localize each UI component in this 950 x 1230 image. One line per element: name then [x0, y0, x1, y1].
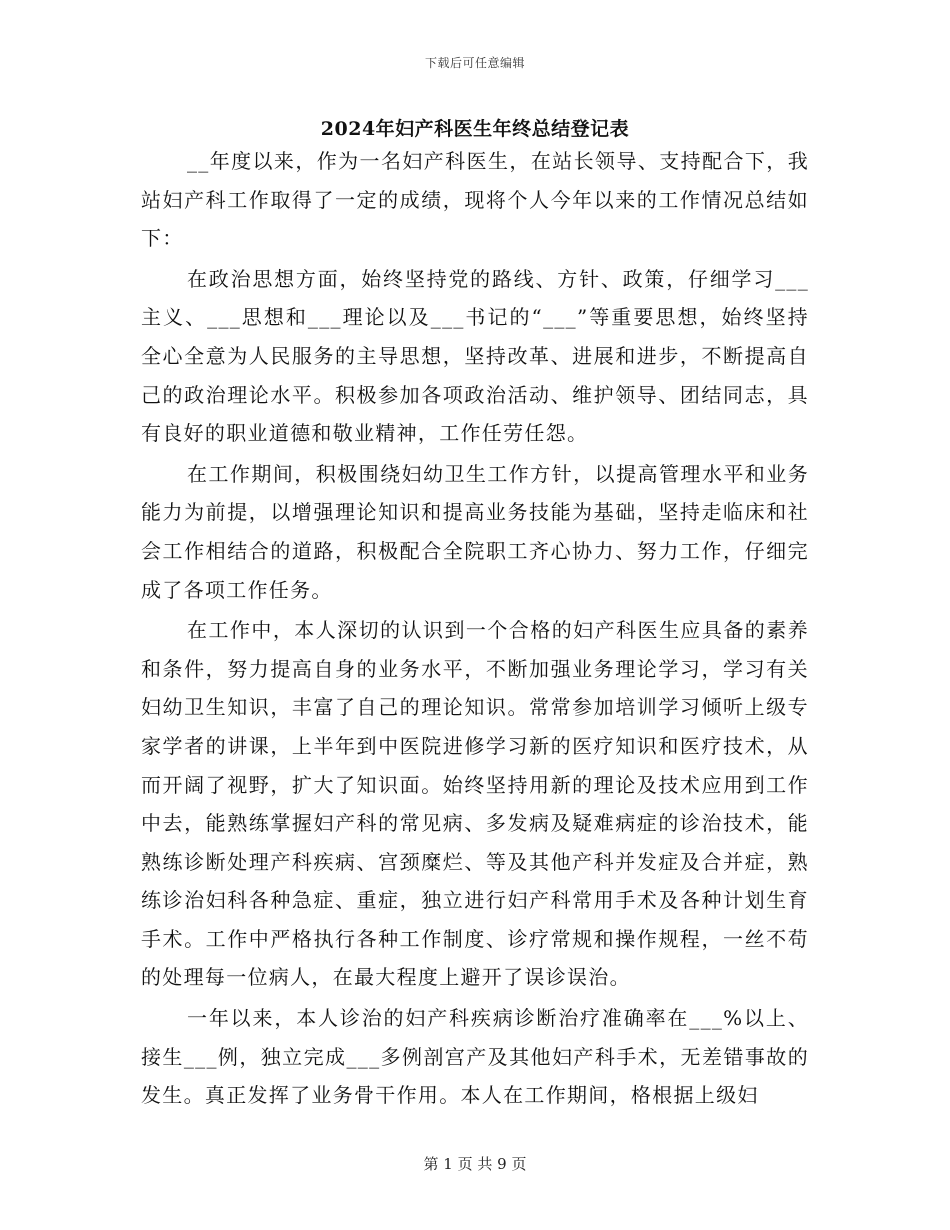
paragraph-results: 一年以来，本人诊治的妇产科疾病诊断治疗准确率在___%以上、接生___例，独立完成___多例剖宫产及其他妇产科手术，无差错事故的发生。真正发挥了业务骨干作用。本人在工作期间，格根据上级妇	[141, 1006, 809, 1108]
page-header-note: 下载后可任意编辑	[424, 56, 525, 70]
document-title: 2024年妇产科医生年终总结登记表	[320, 118, 630, 140]
paragraph-work-period: 在工作期间，积极围绕妇幼卫生工作方针，以提高管理水平和业务能力为前提，以增强理论知识和提高业务技能为基础，坚持走临床和社会工作相结合的道路，积极配合全院职工齐心协力、努力工作，仔细完成了各项工作任务。	[141, 461, 809, 602]
document-body	[141, 142, 809, 1117]
paragraph-work-skills: 在工作中，本人深切的认识到一个合格的妇产科医生应具备的素养和条件，努力提高自身的业务水平，不断加强业务理论学习，学习有关妇幼卫生知识，丰富了自己的理论知识。常常参加培训学习倾听上级专家学者的讲课，上半年到中医院进修学习新的医疗知识和医疗技术，从而开阔了视野，扩大了知识面。始终坚持用新的理论及技术应用到工作中去，能熟练掌握妇产科的常见病、多发病及疑难病症的诊治技术，能熟练诊断处理产科疾病、宫颈糜烂、等及其他产科并发症及合并症，熟练诊治妇科各种急症、重症，独立进行妇产科常用手术及各种计划生育手术。工作中严格执行各种工作制度、诊疗常规和操作规程，一丝不苟的处理每一位病人，在最大程度上避开了误诊误治。	[141, 618, 809, 990]
paragraph-intro: __年度以来，作为一名妇产科医生，在站长领导、支持配合下，我站妇产科工作取得了一定的成绩，现将个人今年以来的工作情况总结如下：	[141, 149, 809, 251]
page-number: 第 1 页 共 9 页	[423, 1155, 527, 1173]
paragraph-political: 在政治思想方面，始终坚持党的路线、方针、政策，仔细学习___主义、___思想和___理论以及___书记的“___”等重要思想，始终坚持全心全意为人民服务的主导思想，坚持改革、进展和进步，不断提高自己的政治理论水平。积极参加各项政治活动、维护领导、团结同志，具有良好的职业道德和敬业精神，工作任劳任怨。	[141, 266, 809, 446]
